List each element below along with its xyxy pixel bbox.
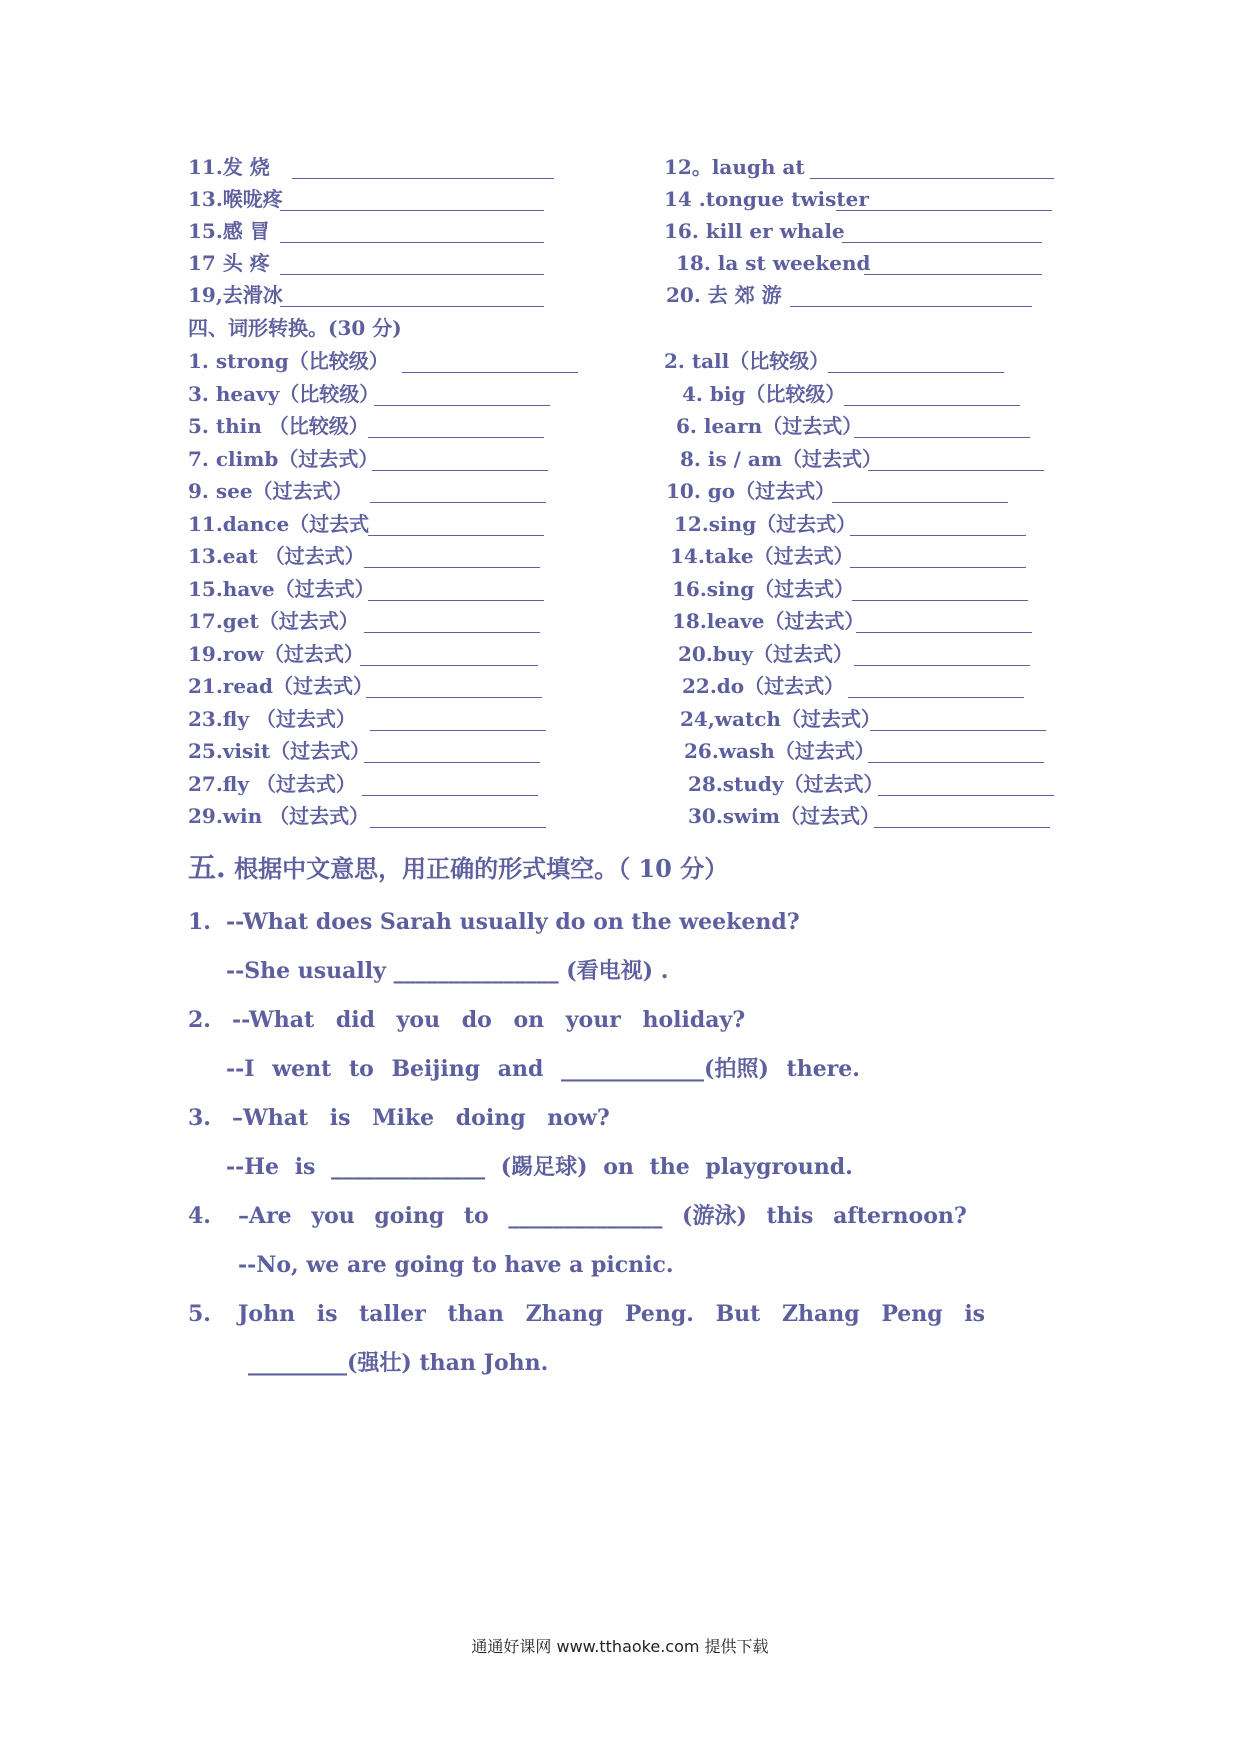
answer-blank[interactable] [868, 762, 1044, 763]
vocab-label: 18. la st weekend [676, 251, 871, 275]
word-item [676, 411, 862, 441]
word-label: 30.swim（过去式） [688, 804, 881, 828]
question-number: 4. [188, 1203, 211, 1229]
vocab-item [188, 184, 283, 214]
answer-blank[interactable] [870, 730, 1046, 731]
vocab-label: 20. 去 郊 游 [666, 283, 782, 307]
vocab-row [188, 248, 1068, 278]
answer-blank[interactable] [874, 827, 1050, 828]
word-label: 18.leave（过去式） [672, 609, 865, 633]
answer-blank[interactable] [828, 372, 1004, 373]
word-item [664, 346, 829, 376]
word-row [188, 671, 1068, 701]
vocab-item [664, 216, 845, 246]
word-label: 2. tall（比较级） [664, 349, 830, 373]
vocab-row [188, 184, 1068, 214]
answer-blank[interactable] [360, 665, 538, 666]
question-prompt: –What is Mike doing now? [232, 1105, 610, 1131]
vocab-item [666, 280, 782, 310]
word-label: 27.fly （过去式） [188, 772, 356, 796]
answer-blank[interactable] [370, 827, 546, 828]
word-label: 24,watch（过去式） [680, 707, 881, 731]
word-row [188, 769, 1068, 799]
question-answer-line[interactable]: --He is ______________ (踢足球) on the playground. [226, 1154, 853, 1180]
word-row [188, 476, 1068, 506]
word-row [188, 704, 1068, 734]
answer-blank[interactable] [292, 178, 554, 179]
answer-blank[interactable] [366, 697, 542, 698]
word-row [188, 509, 1068, 539]
word-item [684, 736, 875, 766]
word-item [188, 736, 370, 766]
word-item [188, 411, 369, 441]
vocab-label: 19,去滑冰 [188, 283, 283, 307]
answer-blank[interactable] [364, 567, 540, 568]
word-item [672, 606, 864, 636]
answer-blank[interactable] [368, 437, 544, 438]
answer-blank[interactable] [364, 762, 540, 763]
word-item [188, 606, 359, 636]
vocab-label: 11.发 烧 [188, 155, 270, 179]
word-row [188, 801, 1068, 831]
answer-blank[interactable] [368, 600, 544, 601]
word-item [680, 444, 882, 474]
word-item [188, 801, 369, 831]
answer-blank[interactable] [856, 632, 1032, 633]
answer-blank[interactable] [848, 697, 1024, 698]
word-label: 10. go（过去式） [666, 479, 836, 503]
vocab-label: 13.喉咙疼 [188, 187, 283, 211]
answer-blank[interactable] [850, 567, 1026, 568]
answer-blank[interactable] [832, 502, 1008, 503]
answer-blank[interactable] [280, 210, 544, 211]
question-number: 1. [188, 909, 211, 935]
answer-blank[interactable] [810, 178, 1054, 179]
question-answer-line[interactable]: --I went to Beijing and _____________(拍照) there. [226, 1056, 860, 1082]
word-item [682, 379, 845, 409]
question-prompt: --What does Sarah usually do on the weekend? [226, 909, 800, 935]
answer-blank[interactable] [280, 306, 544, 307]
answer-blank[interactable] [280, 274, 544, 275]
word-row [188, 639, 1068, 669]
word-label: 20.buy（过去式） [678, 642, 853, 666]
answer-blank[interactable] [374, 405, 550, 406]
word-row [188, 444, 1068, 474]
word-item [672, 574, 854, 604]
answer-blank[interactable] [852, 600, 1028, 601]
word-label: 9. see（过去式） [188, 479, 353, 503]
vocab-item [188, 248, 270, 278]
word-row [188, 541, 1068, 571]
vocab-label: 14 .tongue twister [664, 187, 869, 211]
question-answer-line[interactable]: --She usually _______________ (看电视) . [226, 958, 669, 984]
question-answer-line[interactable]: _________(强壮) than John. [248, 1350, 549, 1376]
vocab-item [188, 280, 283, 310]
word-label: 3. heavy（比较级） [188, 382, 380, 406]
word-item [674, 509, 856, 539]
word-label: 4. big（比较级） [682, 382, 846, 406]
word-label: 13.eat （过去式） [188, 544, 365, 568]
word-label: 19.row（过去式） [188, 642, 364, 666]
word-item [688, 801, 880, 831]
word-label: 15.have（过去式） [188, 577, 375, 601]
vocab-label: 17 头 疼 [188, 251, 270, 275]
word-label: 7. climb（过去式） [188, 447, 379, 471]
question-prompt[interactable]: –Are you going to ______________ (游泳) this afternoon? [238, 1203, 967, 1229]
answer-blank[interactable] [372, 470, 548, 471]
answer-blank[interactable] [878, 795, 1054, 796]
word-label: 22.do（过去式） [682, 674, 845, 698]
word-item [188, 541, 365, 571]
word-label: 11.dance（过去式 [188, 512, 370, 536]
vocab-item [188, 152, 270, 182]
vocab-item [676, 248, 871, 278]
word-item [678, 639, 853, 669]
vocab-row [188, 152, 1068, 182]
answer-blank[interactable] [854, 665, 1030, 666]
word-item [188, 346, 389, 376]
word-label: 12.sing（过去式） [674, 512, 857, 536]
section-5-heading: 根据中文意思，用正确的形式填空。（ 10 分） [234, 854, 729, 883]
section-4-title: 四、词形转换。(30 分) [188, 316, 402, 340]
answer-blank[interactable] [364, 632, 540, 633]
word-label: 28.study（过去式） [688, 772, 884, 796]
vocab-row [188, 216, 1068, 246]
word-label: 17.get（过去式） [188, 609, 359, 633]
word-item [670, 541, 854, 571]
word-label: 29.win （过去式） [188, 804, 370, 828]
section-5-number: 五. [188, 851, 226, 884]
word-label: 14.take（过去式） [670, 544, 854, 568]
word-label: 1. strong（比较级） [188, 349, 389, 373]
question-number: 2. [188, 1007, 211, 1033]
word-label: 26.wash（过去式） [684, 739, 875, 763]
answer-blank[interactable] [854, 437, 1030, 438]
question-prompt: --What did you do on your holiday? [232, 1007, 746, 1033]
word-row [188, 574, 1068, 604]
vocab-item [664, 152, 805, 182]
vocab-label: 12。laugh at [664, 155, 805, 179]
answer-blank[interactable] [280, 242, 544, 243]
word-item [188, 704, 356, 734]
word-item [666, 476, 835, 506]
answer-blank[interactable] [370, 730, 546, 731]
answer-blank[interactable] [402, 372, 578, 373]
vocab-label: 15.感 冒 [188, 219, 270, 243]
word-row [188, 346, 1068, 376]
answer-blank[interactable] [790, 306, 1032, 307]
word-label: 16.sing（过去式） [672, 577, 855, 601]
question-number: 5. [188, 1301, 211, 1327]
word-item [188, 639, 364, 669]
vocab-row [188, 280, 1068, 310]
answer-blank[interactable] [836, 210, 1052, 211]
word-label: 23.fly （过去式） [188, 707, 356, 731]
word-row [188, 379, 1068, 409]
word-label: 8. is / am（过去式） [680, 447, 883, 471]
answer-blank[interactable] [842, 242, 1042, 243]
word-item [188, 379, 379, 409]
word-item [188, 769, 356, 799]
answer-blank[interactable] [850, 535, 1026, 536]
word-item [188, 476, 353, 506]
question-answer-line: --No, we are going to have a picnic. [238, 1252, 674, 1278]
word-label: 25.visit（过去式） [188, 739, 371, 763]
question-number: 3. [188, 1105, 211, 1131]
word-row [188, 736, 1068, 766]
word-item [688, 769, 883, 799]
section-5-title [188, 852, 728, 885]
word-label: 5. thin （比较级） [188, 414, 369, 438]
word-item [188, 444, 378, 474]
question-prompt: John is taller than Zhang Peng. But Zhang Peng is [238, 1301, 986, 1327]
word-row [188, 606, 1068, 636]
vocab-item [188, 216, 270, 246]
answer-blank[interactable] [362, 795, 538, 796]
word-label: 21.read（过去式） [188, 674, 373, 698]
answer-blank[interactable] [844, 405, 1020, 406]
word-item [188, 574, 375, 604]
word-item [188, 509, 369, 539]
answer-blank[interactable] [868, 470, 1044, 471]
word-row [188, 411, 1068, 441]
word-item [680, 704, 881, 734]
footer-credit: 通通好课网 www.tthaoke.com 提供下载 [471, 1637, 769, 1656]
word-label: 6. learn（过去式） [676, 414, 863, 438]
answer-blank[interactable] [370, 502, 546, 503]
vocab-label: 16. kill er whale [664, 219, 845, 243]
answer-blank[interactable] [864, 274, 1042, 275]
word-item [682, 671, 844, 701]
word-item [188, 671, 373, 701]
answer-blank[interactable] [368, 535, 544, 536]
